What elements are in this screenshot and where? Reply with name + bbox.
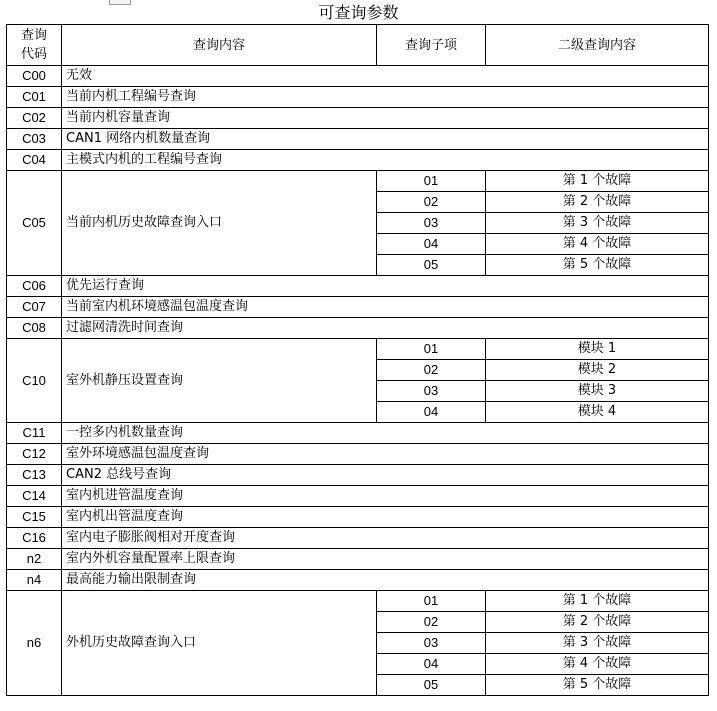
query-subitem-cell: 01 bbox=[377, 339, 486, 360]
query-subitem-cell: 04 bbox=[377, 402, 486, 423]
query-code-cell: C14 bbox=[7, 486, 62, 507]
query-subitem-cell: 02 bbox=[377, 360, 486, 381]
query-content-cell: 无效 bbox=[62, 66, 709, 87]
query-content-cell: 主模式内机的工程编号查询 bbox=[62, 150, 709, 171]
secondary-content-cell: 第 4 个故障 bbox=[486, 234, 709, 255]
query-subitem-cell: 05 bbox=[377, 675, 486, 696]
query-content-cell: CAN2 总线号查询 bbox=[62, 465, 709, 486]
secondary-content-cell: 第 2 个故障 bbox=[486, 612, 709, 633]
table-row bbox=[7, 423, 709, 444]
query-subitem-cell: 01 bbox=[377, 591, 486, 612]
query-code-cell: C12 bbox=[7, 444, 62, 465]
query-content-cell: 室内机进管温度查询 bbox=[62, 486, 709, 507]
query-content-cell: 室内机出管温度查询 bbox=[62, 507, 709, 528]
query-code-cell: C08 bbox=[7, 318, 62, 339]
secondary-content-cell: 第 3 个故障 bbox=[486, 213, 709, 234]
table-row bbox=[7, 108, 709, 129]
query-subitem-cell: 01 bbox=[377, 171, 486, 192]
header-query-code bbox=[7, 25, 62, 66]
table-row bbox=[7, 171, 709, 192]
table-header-row bbox=[7, 25, 709, 66]
query-content-cell: 当前室内机环境感温包温度查询 bbox=[62, 297, 709, 318]
table-row bbox=[7, 129, 709, 150]
secondary-content-cell: 模块 1 bbox=[486, 339, 709, 360]
query-subitem-cell: 02 bbox=[377, 612, 486, 633]
query-subitem-cell: 03 bbox=[377, 633, 486, 654]
query-content-cell: 外机历史故障查询入口 bbox=[62, 591, 377, 696]
query-content-cell: 当前内机容量查询 bbox=[62, 108, 709, 129]
query-parameters-table bbox=[6, 24, 709, 696]
query-code-cell: C03 bbox=[7, 129, 62, 150]
table-row bbox=[7, 507, 709, 528]
secondary-content-cell: 第 4 个故障 bbox=[486, 654, 709, 675]
query-subitem-cell: 03 bbox=[377, 381, 486, 402]
table-row bbox=[7, 444, 709, 465]
table-row bbox=[7, 465, 709, 486]
query-content-cell: 当前内机工程编号查询 bbox=[62, 87, 709, 108]
secondary-content-cell: 第 3 个故障 bbox=[486, 633, 709, 654]
secondary-content-cell: 第 5 个故障 bbox=[486, 255, 709, 276]
query-code-cell: C11 bbox=[7, 423, 62, 444]
table-row bbox=[7, 339, 709, 360]
header-query-subitem: 查询子项 bbox=[377, 25, 486, 66]
query-code-cell: C16 bbox=[7, 528, 62, 549]
secondary-content-cell: 模块 4 bbox=[486, 402, 709, 423]
secondary-content-cell: 模块 3 bbox=[486, 381, 709, 402]
secondary-content-cell: 第 1 个故障 bbox=[486, 171, 709, 192]
query-code-cell: n4 bbox=[7, 570, 62, 591]
table-row bbox=[7, 87, 709, 108]
table-row bbox=[7, 486, 709, 507]
secondary-content-cell: 模块 2 bbox=[486, 360, 709, 381]
query-subitem-cell: 04 bbox=[377, 234, 486, 255]
query-subitem-cell: 03 bbox=[377, 213, 486, 234]
table-body bbox=[7, 66, 709, 696]
table-row bbox=[7, 318, 709, 339]
query-content-cell: 过滤网清洗时间查询 bbox=[62, 318, 709, 339]
table-row bbox=[7, 276, 709, 297]
table-row bbox=[7, 66, 709, 87]
table-row bbox=[7, 150, 709, 171]
query-subitem-cell: 02 bbox=[377, 192, 486, 213]
query-code-cell: C04 bbox=[7, 150, 62, 171]
header-secondary-content: 二级查询内容 bbox=[486, 25, 709, 66]
secondary-content-cell: 第 5 个故障 bbox=[486, 675, 709, 696]
table-row bbox=[7, 297, 709, 318]
query-code-cell: C00 bbox=[7, 66, 62, 87]
query-subitem-cell: 04 bbox=[377, 654, 486, 675]
query-code-cell: C10 bbox=[7, 339, 62, 423]
query-content-cell: 当前内机历史故障查询入口 bbox=[62, 171, 377, 276]
query-code-cell: C13 bbox=[7, 465, 62, 486]
table-row bbox=[7, 570, 709, 591]
query-content-cell: 最高能力输出限制查询 bbox=[62, 570, 709, 591]
query-code-cell: n2 bbox=[7, 549, 62, 570]
query-content-cell: 室内外机容量配置率上限查询 bbox=[62, 549, 709, 570]
secondary-content-cell: 第 1 个故障 bbox=[486, 591, 709, 612]
query-code-cell: C01 bbox=[7, 87, 62, 108]
query-content-cell: 一控多内机数量查询 bbox=[62, 423, 709, 444]
query-content-cell: 优先运行查询 bbox=[62, 276, 709, 297]
query-code-cell: C07 bbox=[7, 297, 62, 318]
query-code-cell: C02 bbox=[7, 108, 62, 129]
secondary-content-cell: 第 2 个故障 bbox=[486, 192, 709, 213]
query-code-cell: C15 bbox=[7, 507, 62, 528]
query-code-cell: C06 bbox=[7, 276, 62, 297]
page-title: 可查询参数 bbox=[318, 3, 399, 22]
table-row bbox=[7, 528, 709, 549]
query-content-cell: 室外环境感温包温度查询 bbox=[62, 444, 709, 465]
query-code-cell: C05 bbox=[7, 171, 62, 276]
header-query-code-line1: 查询 bbox=[20, 28, 47, 43]
query-code-cell: n6 bbox=[7, 591, 62, 696]
table-row bbox=[7, 549, 709, 570]
query-subitem-cell: 05 bbox=[377, 255, 486, 276]
query-content-cell: CAN1 网络内机数量查询 bbox=[62, 129, 709, 150]
table-row bbox=[7, 591, 709, 612]
query-content-cell: 室内电子膨胀阀相对开度查询 bbox=[62, 528, 709, 549]
header-query-content: 查询内容 bbox=[62, 25, 377, 66]
query-content-cell: 室外机静压设置查询 bbox=[62, 339, 377, 423]
header-query-code-line2: 代码 bbox=[20, 47, 47, 62]
